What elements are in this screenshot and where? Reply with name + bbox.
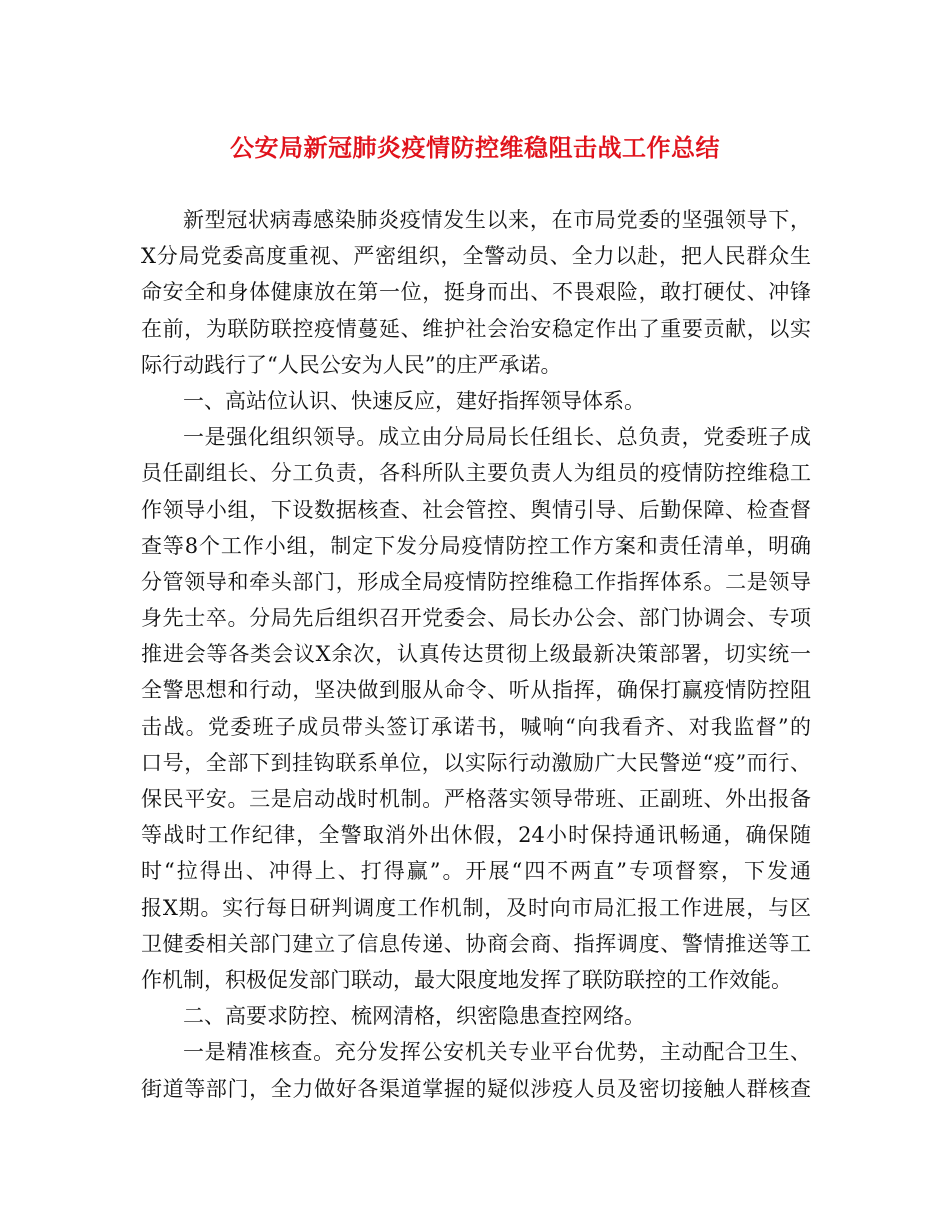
- text-line: 员任副组长、分工负责，各科所队主要负责人为组员的疫情防控维稳工: [141, 461, 811, 486]
- text-line: 身先士卒。分局先后组织召开党委会、局长办公会、部门协调会、专项: [141, 606, 811, 631]
- text-line: 际行动践行了“人民公安为人民”的庄严承诺。: [141, 352, 562, 377]
- text-line: 推进会等各类会议X余次，认真传达贯彻上级最新决策部署，切实统一: [141, 642, 811, 667]
- text-line: 新型冠状病毒感染肺炎疫情发生以来，在市局党委的坚强领导下，: [183, 208, 811, 232]
- text-line: 作机制，积极促发部门联动，最大限度地发挥了联防联控的工作效能。: [141, 967, 792, 992]
- text-line: 口号，全部下到挂钩联系单位，以实际行动激励广大民警逆“疫”而行、: [141, 750, 811, 775]
- text-line: 分管领导和牵头部门，形成全局疫情防控维稳工作指挥体系。二是领导: [141, 569, 811, 594]
- text-line: 查等8个工作小组，制定下发分局疫情防控工作方案和责任清单，明确: [141, 533, 811, 558]
- text-line: 一是强化组织领导。成立由分局局长任组长、总负责，党委班子成: [183, 425, 811, 450]
- text-line: 保民平安。三是启动战时机制。严格落实领导带班、正副班、外出报备: [141, 787, 811, 811]
- document-body: [141, 202, 811, 1107]
- text-line: 一、高站位认识、快速反应，建好指挥领导体系。: [183, 388, 645, 413]
- text-line: 命安全和身体健康放在第一位，挺身而出、不畏艰险，敢打硬仗、冲锋: [141, 280, 811, 305]
- text-line: 报X期。实行每日研判调度工作机制，及时向市局汇报工作进展，与区: [141, 895, 811, 920]
- text-line: 在前，为联防联控疫情蔓延、维护社会治安稳定作出了重要贡献，以实: [141, 316, 811, 341]
- text-line: X分局党委高度重视、严密组织，全警动员、全力以赴，把人民群众生: [141, 244, 811, 269]
- text-line: 一是精准核查。充分发挥公安机关专业平台优势，主动配合卫生、: [183, 1040, 811, 1065]
- text-line: 击战。党委班子成员带头签订承诺书，喊响“向我看齐、对我监督”的: [141, 714, 811, 739]
- text-line: 全警思想和行动，坚决做到服从命令、听从指挥，确保打赢疫情防控阻: [141, 678, 811, 703]
- text-line: 时“拉得出、冲得上、打得赢”。开展“四不两直”专项督察，下发通: [141, 859, 811, 884]
- text-line: 卫健委相关部门建立了信息传递、协商会商、指挥调度、警情推送等工: [141, 931, 811, 956]
- text-line: 作领导小组，下设数据核查、社会管控、舆情引导、后勤保障、检查督: [141, 497, 811, 522]
- document-title: 公安局新冠肺炎疫情防控维稳阻击战工作总结: [230, 133, 720, 162]
- text-line: 等战时工作纪律，全警取消外出休假，24小时保持通讯畅通，确保随: [141, 823, 811, 848]
- text-line: 街道等部门，全力做好各渠道掌握的疑似涉疫人员及密切接触人群核查: [141, 1076, 811, 1101]
- text-line: 二、高要求防控、梳网清格，织密隐患查控网络。: [183, 1004, 645, 1029]
